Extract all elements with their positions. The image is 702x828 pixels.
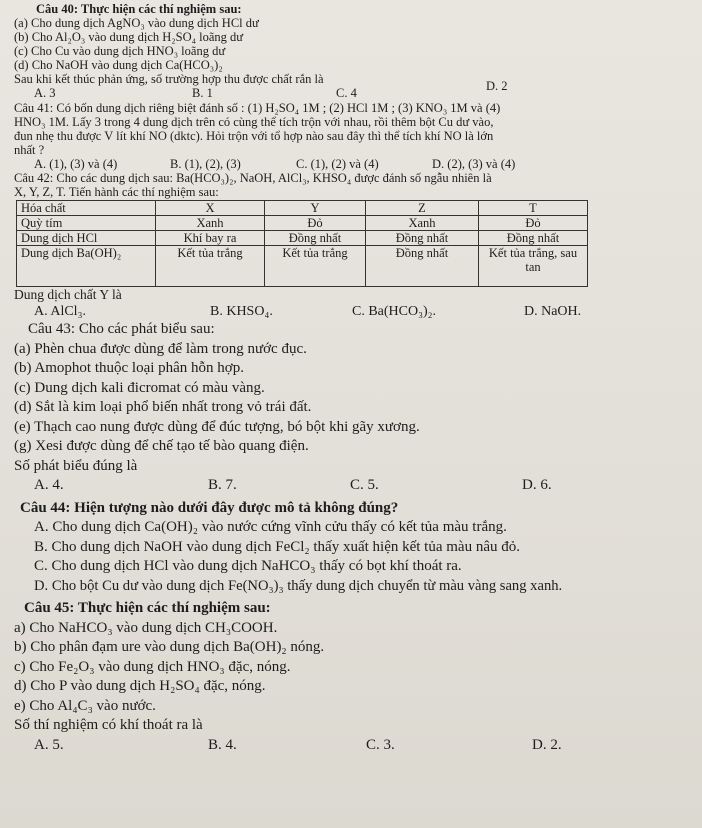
q45-option-b: B. 4.: [208, 736, 237, 753]
table-cell: Đồng nhất: [366, 246, 479, 287]
q40-option-a: A. 3: [34, 86, 56, 100]
q42-option-a: A. AlCl₃.: [34, 304, 86, 319]
q41-option-a: A. (1), (3) và (4): [34, 157, 118, 171]
q40-item-a: (a) Cho dung dịch AgNO₃ vào dung dịch HCl dư: [14, 16, 259, 30]
q43-item-a: (a) Phèn chua được dùng để làm trong nước đục.: [14, 340, 307, 357]
q41-line-2: HNO₃ 1M. Lấy 3 trong 4 dung dịch trên có cùng thể tích trộn với nhau, rồi thêm bột Cu dư vào,: [14, 115, 494, 129]
q43-option-c: C. 5.: [350, 477, 379, 493]
table-cell: Xanh: [366, 216, 479, 231]
table-cell: Khí bay ra: [156, 231, 265, 246]
q40-option-d: D. 2: [486, 79, 508, 93]
q43-option-a: A. 4.: [34, 477, 64, 493]
q40-option-b: B. 1: [192, 86, 213, 100]
q41-option-b: B. (1), (2), (3): [170, 157, 241, 171]
q40-options: [34, 79, 694, 100]
table-header-row: [17, 201, 588, 216]
table-row: [17, 246, 588, 287]
question-45: [14, 599, 694, 755]
q40-item-d: (d) Cho NaOH vào dung dịch Ca(HCO₃)₂: [14, 58, 223, 72]
q41-line-4: nhất ?: [14, 143, 45, 157]
q41-option-c: C. (1), (2) và (4): [296, 157, 379, 171]
table-cell: Kết tủa trắng: [265, 246, 366, 287]
q45-option-d: D. 2.: [532, 736, 562, 753]
q40-prompt: Sau khi kết thúc phản ứng, số trường hợp thu được chất rắn là: [14, 72, 324, 86]
q43-options: [34, 476, 694, 496]
q42-line-2: X, Y, Z, T. Tiến hành các thí nghiệm sau:: [14, 185, 219, 199]
table-cell: Quỳ tím: [17, 216, 156, 231]
q44-option-c: C. Cho dung dịch HCl vào dung dịch NaHCO₃ thấy có bọt khí thoát ra.: [34, 558, 462, 574]
table-cell: Xanh: [156, 216, 265, 231]
table-cell: Đồng nhất: [265, 231, 366, 246]
q45-item-a: a) Cho NaHCO₃ vào dung dịch CH₃COOH.: [14, 619, 278, 636]
q41-line-1: [14, 101, 694, 115]
table-cell: Đỏ: [265, 216, 366, 231]
question-43-title: Câu 43: Cho các phát biểu sau:: [28, 321, 215, 337]
q42-option-d: D. NaOH.: [524, 304, 582, 319]
table-cell: Đồng nhất: [479, 231, 588, 246]
q42-line-1: Câu 42: Cho các dung dịch sau: Ba(HCO₃)₂, NaOH, AlCl₃, KHSO₄ được đánh số ngẫu nhiên là: [14, 171, 492, 185]
q45-option-c: C. 3.: [366, 736, 395, 753]
q43-option-b: B. 7.: [208, 477, 237, 493]
q43-item-g: (g) Xesi được dùng để chế tạo tế bào quang điện.: [14, 438, 309, 454]
q43-prompt: Số phát biểu đúng là: [14, 457, 138, 474]
q42-option-c: C. Ba(HCO₃)₂.: [352, 304, 437, 319]
table-cell: Kết tủa trắng, sau tan: [479, 246, 588, 287]
question-40: [14, 2, 694, 100]
q43-item-d: (d) Sắt là kim loại phổ biến nhất trong vỏ trái đất.: [14, 399, 312, 415]
question-44-title: Câu 44: Hiện tượng nào dưới đây được mô tả không đúng?: [20, 499, 399, 516]
table-row: [17, 216, 588, 231]
q40-item-b: (b) Cho Al₂O₃ vào dung dịch H₂SO₄ loãng dư: [14, 30, 244, 44]
q44-option-b: B. Cho dung dịch NaOH vào dung dịch FeCl₂ thấy xuất hiện kết tủa màu nâu đỏ.: [34, 538, 520, 555]
table-header-cell: Z: [366, 201, 479, 216]
table-row: [17, 231, 588, 246]
q45-item-e: e) Cho Al₄C₃ vào nước.: [14, 697, 156, 714]
table-header-cell: X: [156, 201, 265, 216]
q43-item-c: (c) Dung dịch kali đicromat có màu vàng.: [14, 379, 265, 396]
q45-option-a: A. 5.: [34, 736, 64, 753]
question-44: [14, 499, 694, 597]
q45-item-d: d) Cho P vào dung dịch H₂SO₄ đặc, nóng.: [14, 678, 266, 694]
q41-line-3: đun nhẹ thu được V lít khí NO (dktc). Hỏi trộn với tổ hợp nào sau đây thì thể tích khí NO là lớn: [14, 129, 494, 143]
q43-item-b: (b) Amophot thuộc loại phân hỗn hợp.: [14, 360, 244, 376]
q43-option-d: D. 6.: [522, 477, 552, 493]
table-header-cell: Y: [265, 201, 366, 216]
table-cell: Dung dịch HCl: [17, 231, 156, 246]
lower-section: [14, 320, 694, 755]
question-40-title: Câu 40: Thực hiện các thí nghiệm sau:: [36, 2, 242, 16]
table-cell: Đồng nhất: [366, 231, 479, 246]
question-41: [14, 101, 694, 171]
q44-option-d: D. Cho bột Cu dư vào dung dịch Fe(NO₃)₃ thấy dung dịch chuyển từ màu vàng sang xanh.: [34, 577, 563, 594]
table-header-cell: Hóa chất: [17, 201, 156, 216]
table-cell: Dung dịch Ba(OH)₂: [17, 246, 156, 287]
q45-item-c: c) Cho Fe₂O₃ vào dung dịch HNO₃ đặc, nóng.: [14, 658, 291, 675]
q40-item-c: (c) Cho Cu vào dung dịch HNO₃ loãng dư: [14, 44, 226, 58]
q45-options: [34, 736, 694, 756]
q44-option-a: A. Cho dung dịch Ca(OH)₂ vào nước cứng vĩnh cửu thấy có kết tủa màu trắng.: [34, 519, 507, 535]
question-43: [14, 320, 694, 496]
table-cell: Kết tủa trắng: [156, 246, 265, 287]
q42-options: [34, 303, 694, 320]
q43-item-e: (e) Thạch cao nung được dùng để đúc tượng, bó bột khi gãy xương.: [14, 418, 420, 435]
q45-prompt: Số thí nghiệm có khí thoát ra là: [14, 717, 203, 733]
table-cell: Đỏ: [479, 216, 588, 231]
table-header-cell: T: [479, 201, 588, 216]
question-45-title: Câu 45: Thực hiện các thí nghiệm sau:: [24, 600, 271, 616]
q41-line-1-text: Câu 41: Có bốn dung dịch riêng biệt đánh số : (1) H₂SO₄ 1M ; (2) HCl 1M ; (3) KNO₃ 1M và (4): [14, 101, 501, 115]
q40-option-c: C. 4: [336, 86, 357, 100]
q42-experiment-table: [16, 200, 588, 287]
q41-option-d: D. (2), (3) và (4): [432, 157, 516, 171]
q42-prompt: Dung dịch chất Y là: [14, 287, 122, 302]
q45-item-b: b) Cho phân đạm ure vào dung dịch Ba(OH)₂ nóng.: [14, 639, 325, 655]
q41-options: [34, 157, 694, 171]
question-42: [14, 171, 694, 320]
q42-option-b: B. KHSO₄.: [210, 304, 273, 319]
